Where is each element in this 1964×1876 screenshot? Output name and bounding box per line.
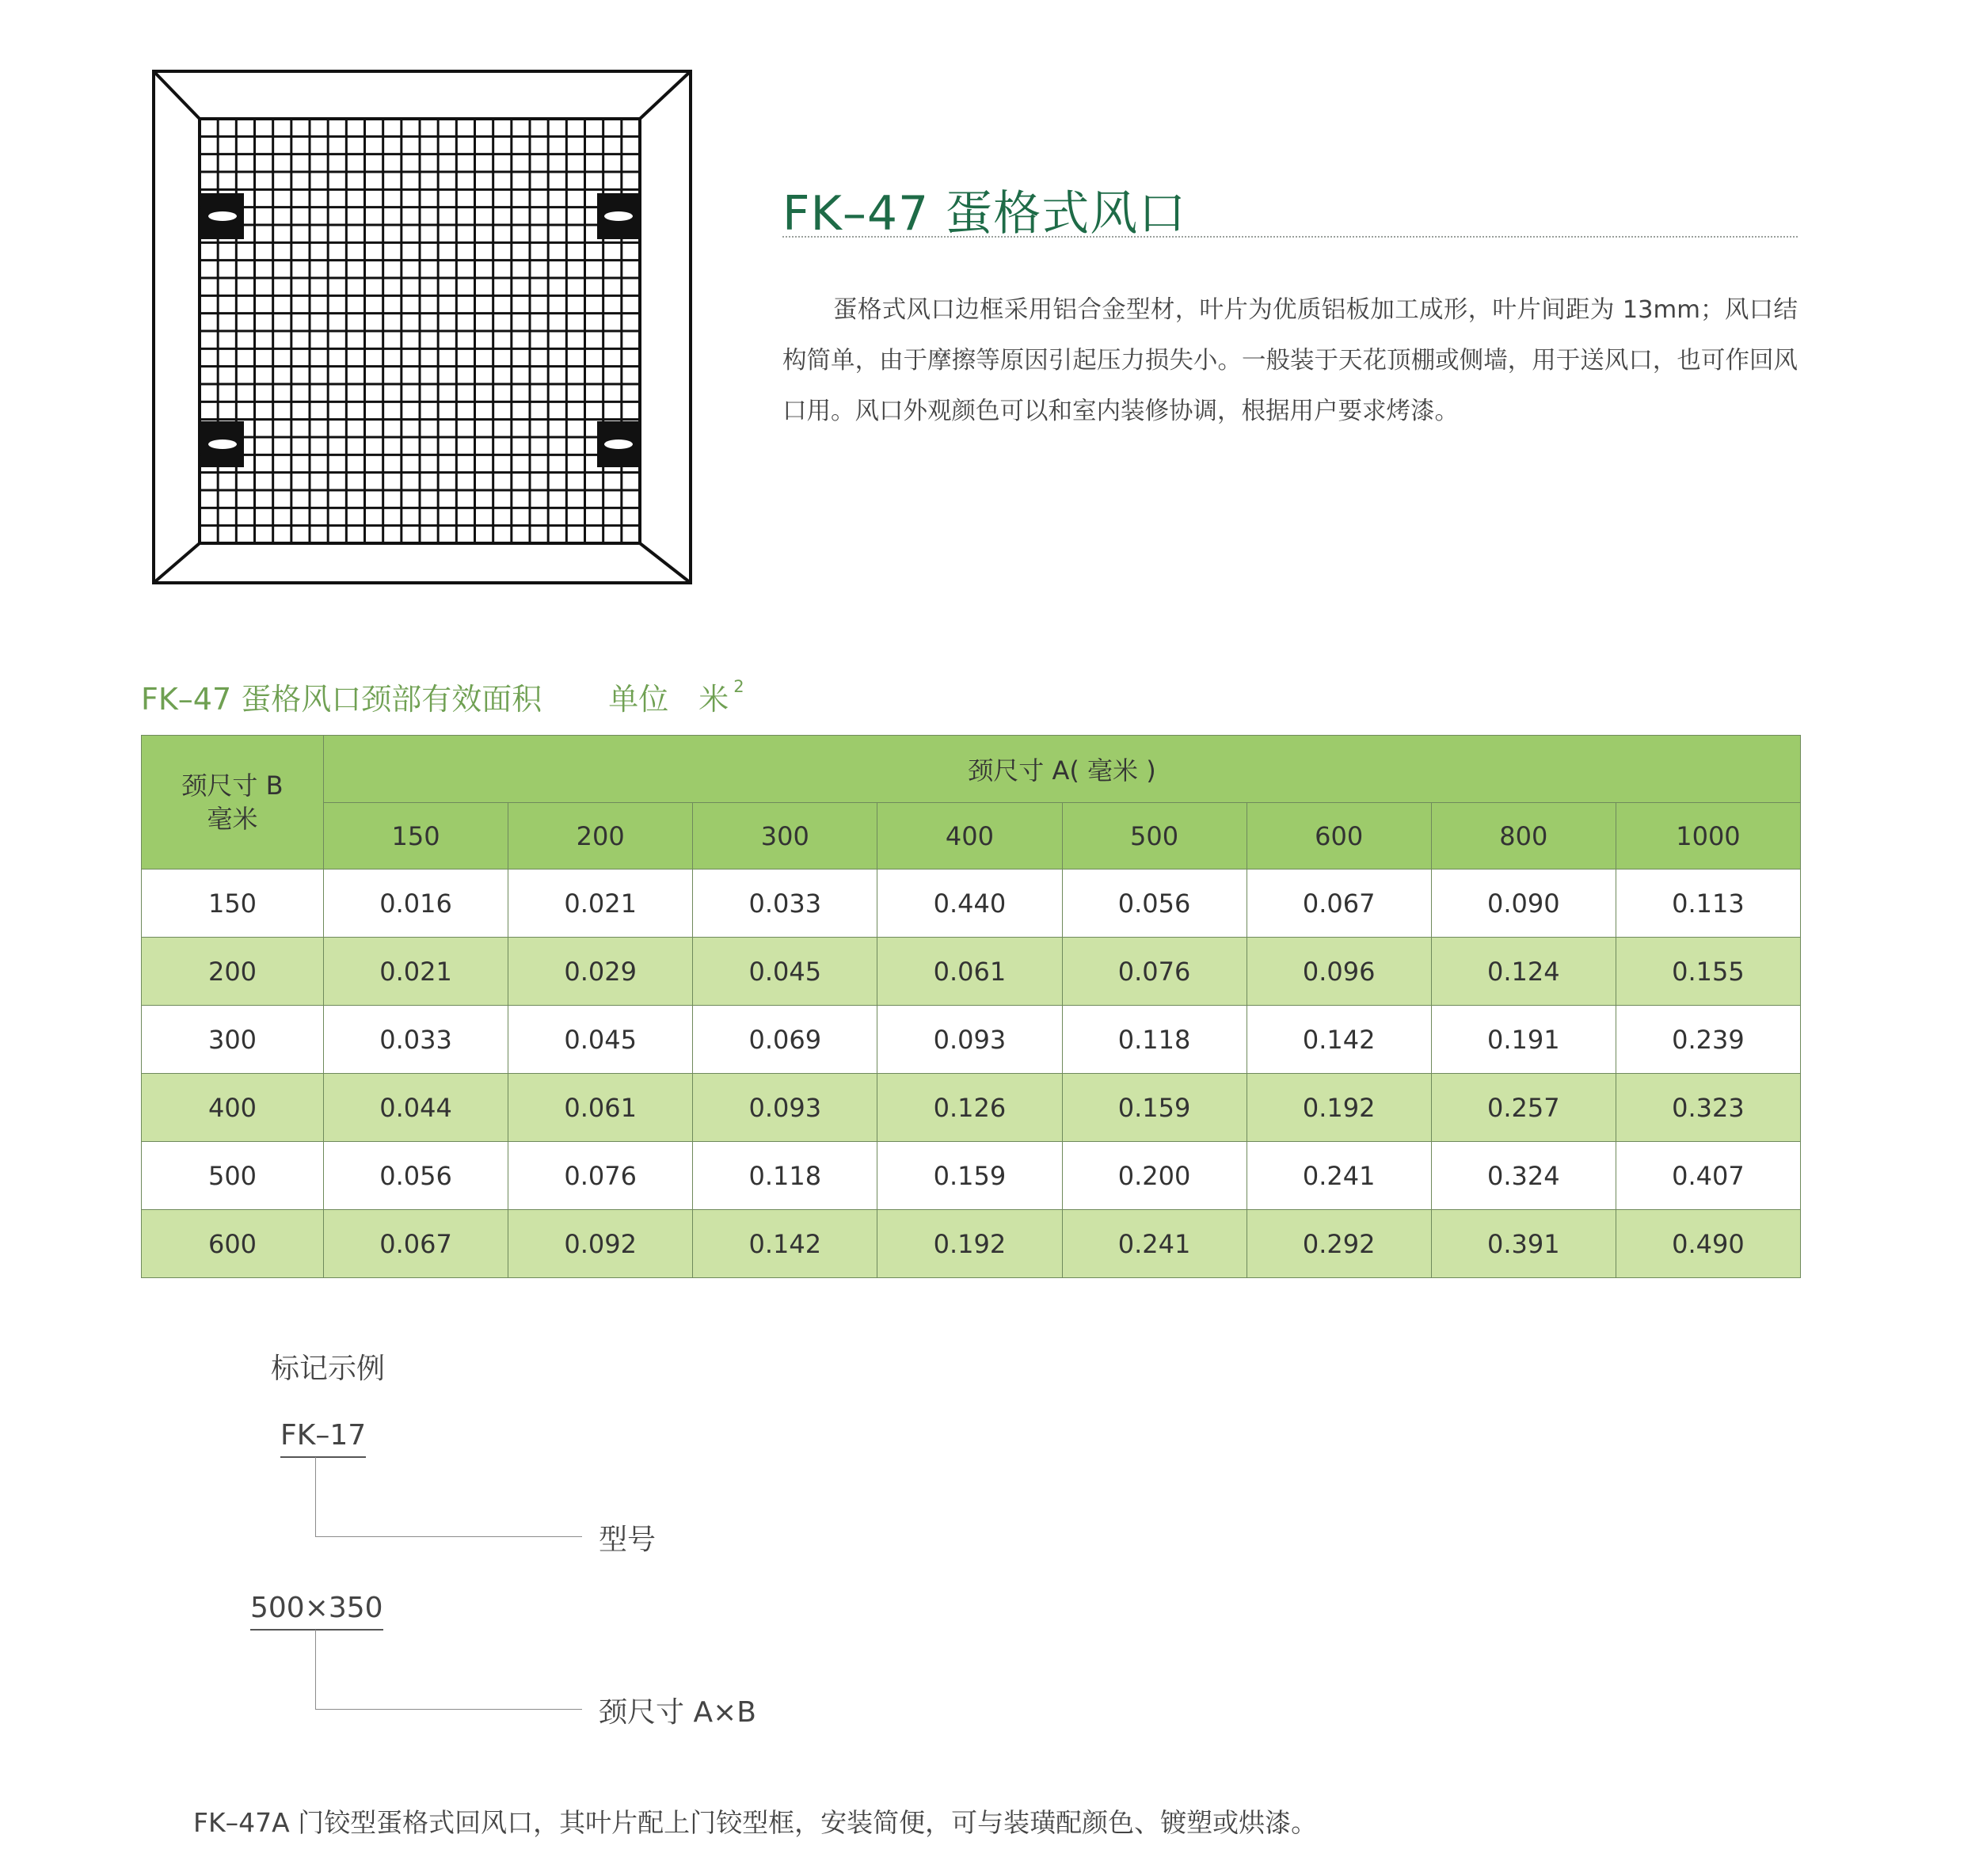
table-cell: 0.061 [508,1074,693,1142]
table-cell: 0.159 [877,1142,1062,1210]
table-caption [141,675,744,718]
table-cell: 0.241 [1062,1210,1247,1278]
table-body [142,870,1801,1278]
table-cell: 0.016 [324,870,508,938]
model-code: FK–17 [280,1419,366,1458]
table-unit-label: 单位 米 [608,682,729,717]
table-cell: 0.113 [1616,870,1800,938]
row-size-b: 600 [142,1210,324,1278]
table-cell: 0.126 [877,1074,1062,1142]
table-cell: 0.292 [1247,1210,1431,1278]
column-header: 500 [1062,803,1247,870]
table-row [142,1006,1801,1074]
row-header-line1: 颈尺寸 B [181,771,284,801]
table-cell: 0.490 [1616,1210,1800,1278]
table-cell: 0.067 [1247,870,1431,938]
table-cell: 0.067 [324,1210,508,1278]
column-header: 300 [693,803,877,870]
column-header: 400 [877,803,1062,870]
table-cell: 0.093 [877,1006,1062,1074]
mounting-clip-slot [208,440,237,449]
table-row [142,1142,1801,1210]
column-header-row [142,803,1801,870]
table-cell: 0.124 [1431,938,1616,1006]
table-cell: 0.200 [1062,1142,1247,1210]
table-cell: 0.061 [877,938,1062,1006]
row-header [142,736,324,870]
table-unit-superscript: 2 [733,677,744,696]
table-cell: 0.056 [1062,870,1247,938]
egg-crate-grille-drawing [149,67,695,588]
table-cell: 0.045 [508,1006,693,1074]
model-label: 型号 [599,1524,657,1556]
table-cell: 0.239 [1616,1006,1800,1074]
table-cell: 0.056 [324,1142,508,1210]
table-cell: 0.440 [877,870,1062,938]
effective-area-table [141,735,1801,1278]
table-cell: 0.033 [693,870,877,938]
mounting-clip-slot [208,211,237,221]
table-cell: 0.118 [1062,1006,1247,1074]
table-cell: 0.191 [1431,1006,1616,1074]
table-cell: 0.118 [693,1142,877,1210]
table-cell: 0.192 [1247,1074,1431,1142]
column-header: 1000 [1616,803,1800,870]
table-cell: 0.407 [1616,1142,1800,1210]
table-cell: 0.076 [508,1142,693,1210]
table-cell: 0.323 [1616,1074,1800,1142]
table-cell: 0.044 [324,1074,508,1142]
table-cell: 0.021 [324,938,508,1006]
table-cell: 0.096 [1247,938,1431,1006]
table-cell: 0.142 [1247,1006,1431,1074]
grille-mesh [200,119,640,543]
mounting-clip-slot [604,440,633,449]
table-row [142,870,1801,938]
row-size-b: 400 [142,1074,324,1142]
table-cell: 0.142 [693,1210,877,1278]
column-group-header: 颈尺寸 A( 毫米 ) [324,736,1801,803]
table-cell: 0.257 [1431,1074,1616,1142]
table-cell: 0.076 [1062,938,1247,1006]
row-size-b: 200 [142,938,324,1006]
model-leader-line [315,1457,582,1537]
variant-note: FK–47A 门铰型蛋格式回风口，其叶片配上门铰型框，安装简便，可与装璜配颜色、镀塑或烘漆。 [193,1807,1318,1838]
table-row [142,1210,1801,1278]
table-cell: 0.391 [1431,1210,1616,1278]
table-cell: 0.033 [324,1006,508,1074]
table-row [142,1074,1801,1142]
size-label: 颈尺寸 A×B [599,1696,756,1729]
table-cell: 0.029 [508,938,693,1006]
table-cell: 0.159 [1062,1074,1247,1142]
column-header: 800 [1431,803,1616,870]
table-cell: 0.093 [693,1074,877,1142]
table-cell: 0.090 [1431,870,1616,938]
row-size-b: 500 [142,1142,324,1210]
table-cell: 0.092 [508,1210,693,1278]
marking-example-title: 标记示例 [271,1353,386,1385]
table-unit [608,677,744,717]
row-size-b: 150 [142,870,324,938]
size-leader-line [315,1630,582,1710]
column-header: 150 [324,803,508,870]
table-cell: 0.021 [508,870,693,938]
table-cell: 0.069 [693,1006,877,1074]
grille-frame [154,71,691,583]
row-header-line2: 毫米 [207,804,258,834]
table-cell: 0.045 [693,938,877,1006]
product-description: 蛋格式风口边框采用铝合金型材，叶片为优质铝板加工成形，叶片间距为 13mm；风口结构简单，由于摩擦等原因引起压力损失小。一般装于天花顶棚或侧墙，用于送风口，也可作回风口用。风口外观颜色可以和室内装修协调，根据用户要求烤漆。 [782,296,1798,425]
table-cell: 0.155 [1616,938,1800,1006]
table-row [142,938,1801,1006]
size-code: 500×350 [250,1592,383,1631]
table-cell: 0.241 [1247,1142,1431,1210]
column-header: 200 [508,803,693,870]
table-cell: 0.192 [877,1210,1062,1278]
table-caption-text: FK–47 蛋格风口颈部有效面积 [141,682,542,717]
title-divider [782,236,1798,238]
row-size-b: 300 [142,1006,324,1074]
mounting-clip-slot [604,211,633,221]
table-cell: 0.324 [1431,1142,1616,1210]
page-title: FK–47 蛋格式风口 [782,186,1187,242]
column-header: 600 [1247,803,1431,870]
